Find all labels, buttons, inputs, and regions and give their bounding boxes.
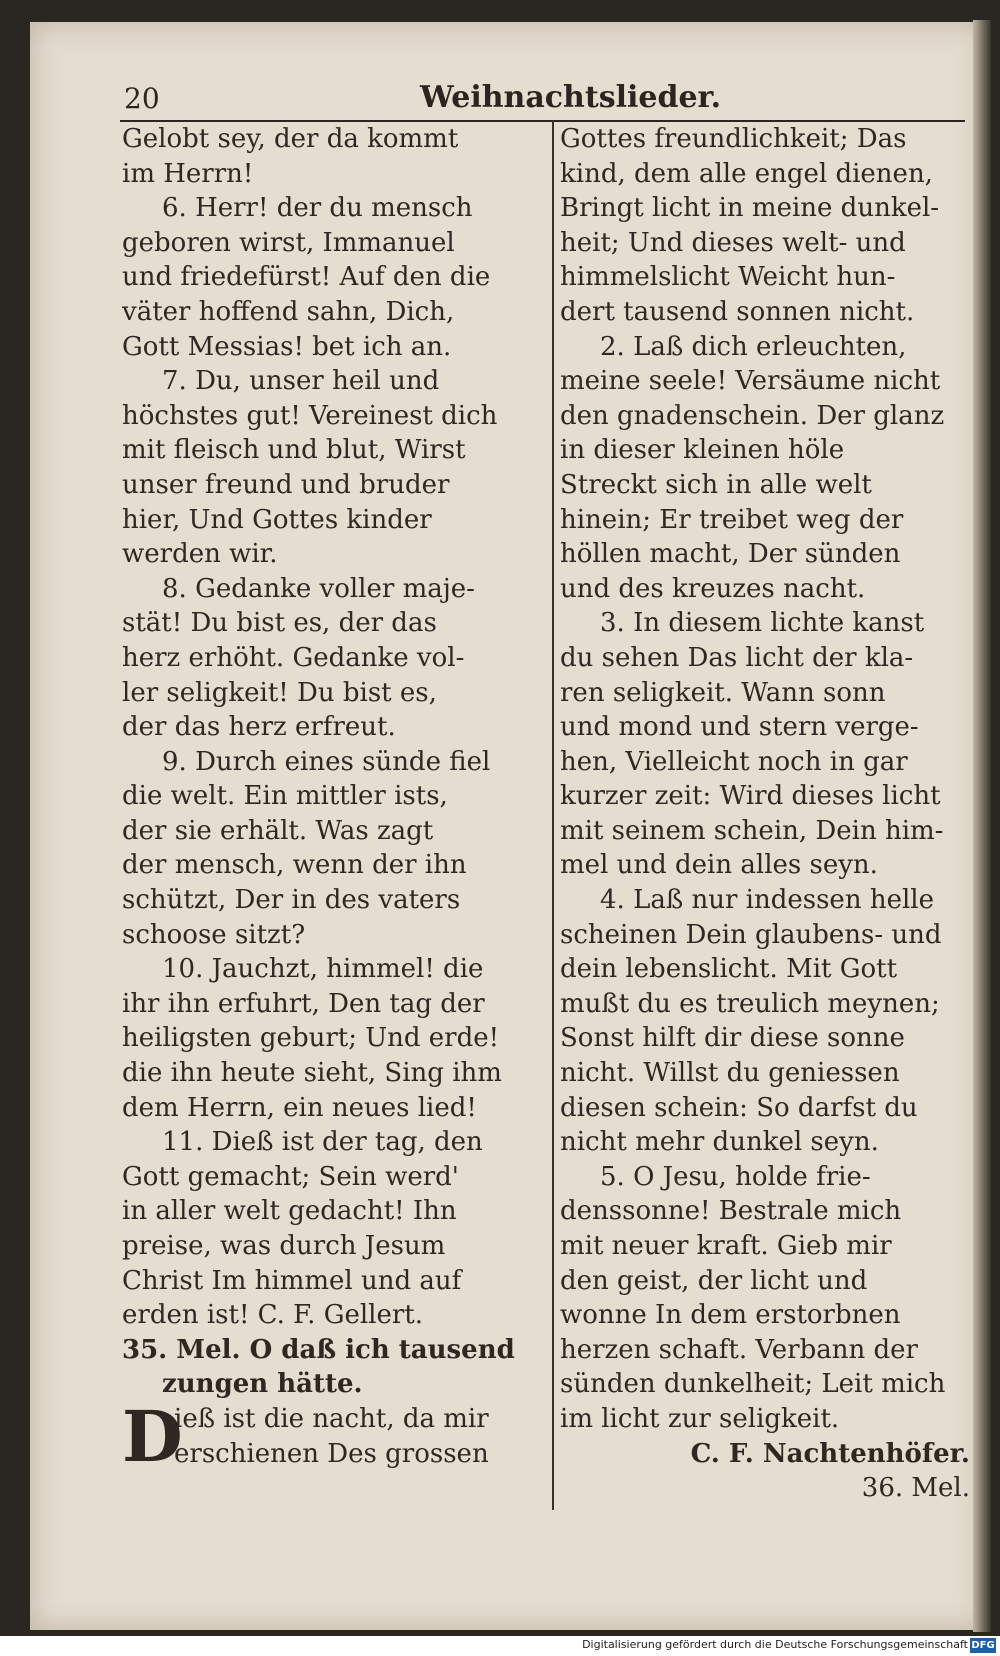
text-line: sünden dunkelheit; Leit mich [560,1369,946,1400]
text-line: wonne In dem erstorbnen [560,1300,901,1331]
text-line: heiligsten geburt; Und erde! [122,1023,500,1054]
text-line: höchstes gut! Vereinest dich [122,400,498,431]
text-line: 4. Laß nur indessen helle [600,885,934,916]
text-line: ler seligkeit! Du bist es, [122,677,437,708]
footer-credit: Digitalisierung gefördert durch die Deutsche Forschungsgemeinschaft [582,1638,968,1651]
text-line: Bringt licht in meine dunkel- [560,193,940,224]
attribution-right: C. F. Nachtenhöfer. [690,1438,970,1469]
text-line: 8. Gedanke voller maje- [162,573,475,604]
text-line: 3. In diesem lichte kanst [600,608,925,639]
text-line: stät! Du bist es, der das [122,608,437,639]
text-line: dein lebenslicht. Mit Gott [560,954,898,985]
text-line: im licht zur seligkeit. [560,1403,840,1434]
text-line: nicht mehr dunkel seyn. [560,1127,879,1158]
text-line: hinein; Er treibet weg der [560,504,904,535]
text-line: himmelslicht Weicht hun- [560,262,896,293]
text-line: Streckt sich in alle welt [560,469,872,500]
text-line: nicht. Willst du geniessen [560,1058,900,1089]
text-line: meine seele! Versäume nicht [560,366,941,397]
text-line: in dieser kleinen höle [560,435,845,466]
dropcap-letter: D [122,1394,183,1478]
text-line: 9. Durch eines sünde fiel [162,746,491,777]
text-line: heit; Und dieses welt- und [560,227,906,258]
text-line: mit neuer kraft. Gieb mir [560,1231,892,1261]
text-line: väter hoffend sahn, Dich, [122,296,455,327]
text-line: dert tausend sonnen nicht. [560,296,915,327]
text-line: Christ Im himmel und auf [122,1265,462,1296]
left-column [122,122,552,1478]
text-line: der sie erhält. Was zagt [122,815,434,846]
text-line: im Herrn! [122,158,254,189]
text-line: die welt. Ein mittler ists, [122,781,448,812]
text-line: 10. Jauchzt, himmel! die [162,954,484,985]
text-line: der das herz erfreut. [122,712,396,743]
text-line: 11. Dieß ist der tag, den [162,1127,483,1158]
text-line: kind, dem alle engel dienen, [560,158,933,189]
text-line: mit fleisch und blut, Wirst [122,435,466,466]
running-head: Weihnachtslieder. [420,80,722,115]
text-line: werden wir. [122,539,278,570]
text-line: erden ist! C. F. Gellert. [122,1300,424,1331]
text-line: höllen macht, Der sünden [560,539,901,570]
text-line: preise, was durch Jesum [122,1231,446,1261]
text-line: 2. Laß dich erleuchten, [600,331,907,362]
text-line: kurzer zeit: Wird dieses licht [560,781,941,812]
text-line: dem Herrn, ein neues lied! [122,1092,477,1123]
text-line: Gott Messias! bet ich an. [122,331,452,362]
dropcap-line-1: ieß ist die nacht, da mir [174,1403,489,1434]
text-line: schützt, Der in des vaters [122,885,461,916]
text-line: den geist, der licht und [560,1265,868,1296]
text-line: herz erhöht. Gedanke vol- [122,642,465,673]
text-line: diesen schein: So darfst du [560,1092,918,1123]
text-line: und friedefürst! Auf den die [122,262,491,293]
text-line: scheinen Dein glaubens- und [560,919,942,950]
text-line: die ihn heute sieht, Sing ihm [122,1058,502,1089]
text-line: denssonne! Bestrale mich [560,1196,902,1227]
text-line: der mensch, wenn der ihn [122,850,467,881]
dropcap-line-2: erschienen Des grossen [174,1438,489,1469]
text-line: herzen schaft. Verbann der [560,1334,918,1365]
text-line: unser freund und bruder [122,469,450,500]
text-line: mußt du es treulich meynen; [560,988,940,1019]
page-header [120,80,965,122]
dfg-logo: DFG [971,1640,995,1651]
text-line: Gottes freundlichkeit; Das [560,124,907,154]
text-line: mel und dein alles seyn. [560,850,878,881]
hymn-heading-line-2: zungen hätte. [162,1369,363,1400]
text-line: 6. Herr! der du mensch [162,193,473,224]
footer-bar [0,1636,1000,1656]
text-line: in aller welt gedacht! Ihn [122,1196,457,1227]
column-divider [552,120,554,1510]
text-line: hier, Und Gottes kinder [122,504,432,535]
text-line: geboren wirst, Immanuel [122,227,455,258]
text-line: ihr ihn erfuhrt, Den tag der [122,988,485,1019]
catchword: 36. Mel. [861,1473,970,1504]
text-line: mit seinem schein, Dein him- [560,815,944,846]
right-column [560,122,980,1506]
text-line: und mond und stern verge- [560,712,919,743]
text-line: 5. O Jesu, holde frie- [600,1161,871,1192]
text-line: hen, Vielleicht noch in gar [560,746,908,777]
text-line: Gelobt sey, der da kommt [122,124,459,154]
dropcap-block [122,1394,552,1478]
text-line: den gnadenschein. Der glanz [560,400,945,431]
text-line: ren seligkeit. Wann sonn [560,677,886,708]
text-line: 7. Du, unser heil und [162,366,440,397]
text-line: Gott gemacht; Sein werd' [122,1161,459,1192]
text-line: Sonst hilft dir diese sonne [560,1023,905,1054]
text-line: und des kreuzes nacht. [560,573,866,604]
hymn-heading-line-1: 35. Mel. O daß ich tausend [122,1334,515,1365]
text-line: schoose sitzt? [122,919,306,950]
page-number: 20 [124,82,160,115]
text-line: du sehen Das licht der kla- [560,642,914,673]
